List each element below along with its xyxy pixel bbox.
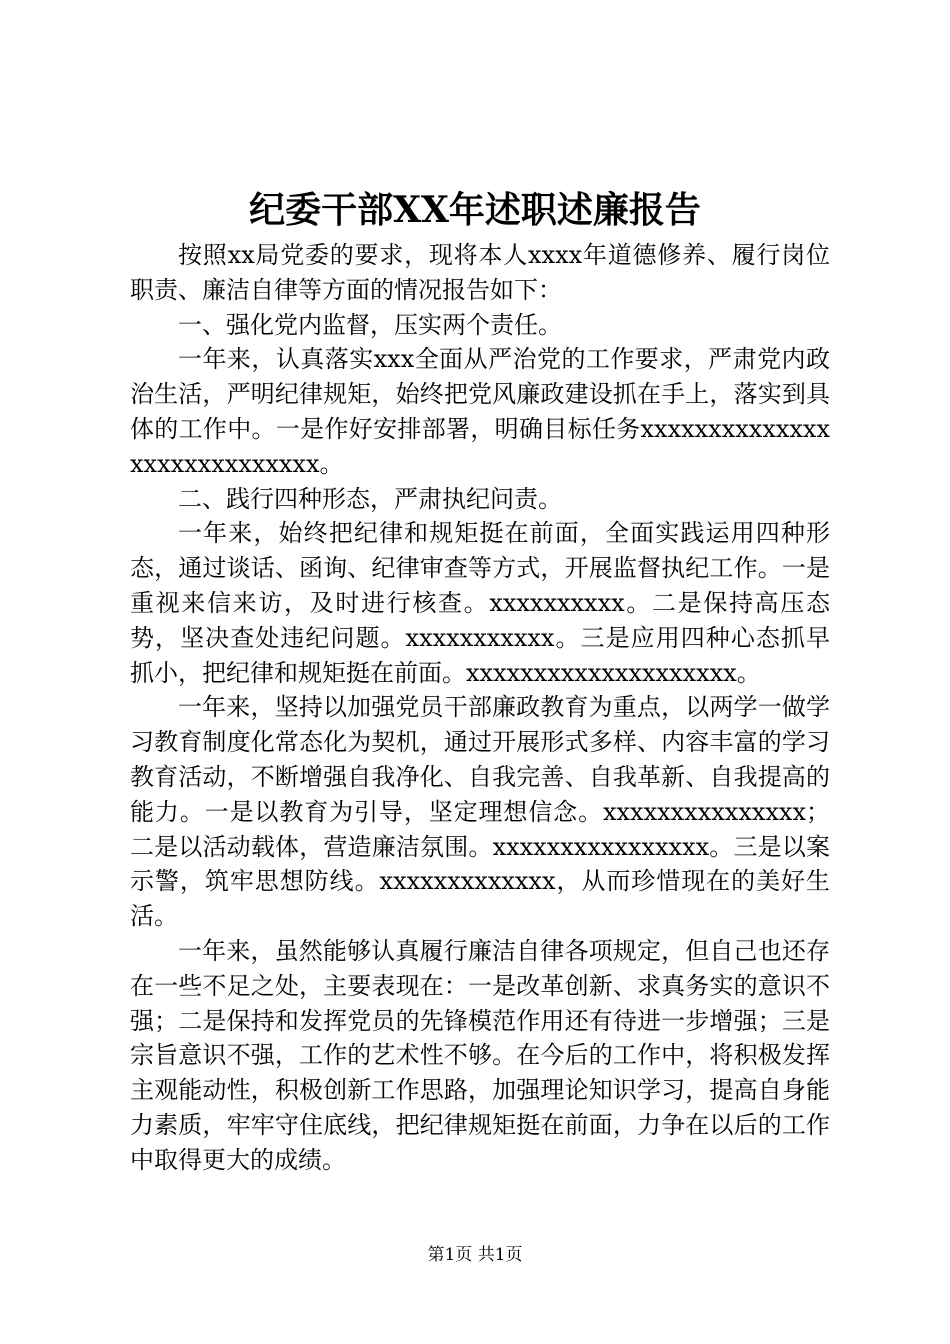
paragraph-intro: 按照xx局党委的要求，现将本人xxxx年道德修养、履行岗位职责、廉洁自律等方面的情况报告如下：	[130, 241, 830, 304]
document-body	[130, 238, 830, 1178]
paragraph-shortcomings: 一年来，虽然能够认真履行廉洁自律各项规定，但自己也还存在一些不足之处，主要表现在：一是改革创新、求真务实的意识不强；二是保持和发挥党员的先锋模范作用还有待进一步增强；三是宗旨意识不强，工作的艺术性不够。在今后的工作中，将积极发挥主观能动性，积极创新工作思路，加强理论知识学习，提高自身能力素质，牢牢守住底线，把纪律规矩挺在前面，力争在以后的工作中取得更大的成绩。	[130, 936, 830, 1174]
document-title: 纪委干部XX年述职述廉报告	[249, 189, 701, 231]
paragraph-section-1: 一年来，认真落实xxx全面从严治党的工作要求，严肃党内政治生活，严明纪律规矩，始终把党风廉政建设抓在手上，落实到具体的工作中。一是作好安排部署，明确目标任务xxxxxxxxxxxxxxxxxxxxxxxxxxxx。	[130, 345, 830, 478]
section-heading-2: 二、践行四种形态，严肃执纪问责。	[178, 484, 562, 513]
page-footer: 第1页 共1页	[427, 1245, 523, 1265]
paragraph-section-2: 一年来，始终把纪律和规矩挺在前面，全面实践运用四种形态，通过谈话、函询、纪律审查等方式，开展监督执纪工作。一是重视来信来访，及时进行核查。xxxxxxxxxx。二是保持高压态势，坚决查处违纪问题。xxxxxxxxxxx。三是应用四种心态抓早抓小，把纪律和规矩挺在前面。xxxxxxxxxxxxxxxxxxxx。	[130, 519, 830, 687]
section-heading-1: 一、强化党内监督，压实两个责任。	[178, 310, 562, 339]
paragraph-education: 一年来，坚持以加强党员干部廉政教育为重点，以两学一做学习教育制度化常态化为契机，通过开展形式多样、内容丰富的学习教育活动，不断增强自我净化、自我完善、自我革新、自我提高的能力。一是以教育为引导，坚定理想信念。xxxxxxxxxxxxxxx；二是以活动载体，营造廉洁氛围。xxxxxxxxxxxxxxxx。三是以案示警，筑牢思想防线。xxxxxxxxxxxxx，从而珍惜现在的美好生活。	[130, 693, 830, 931]
